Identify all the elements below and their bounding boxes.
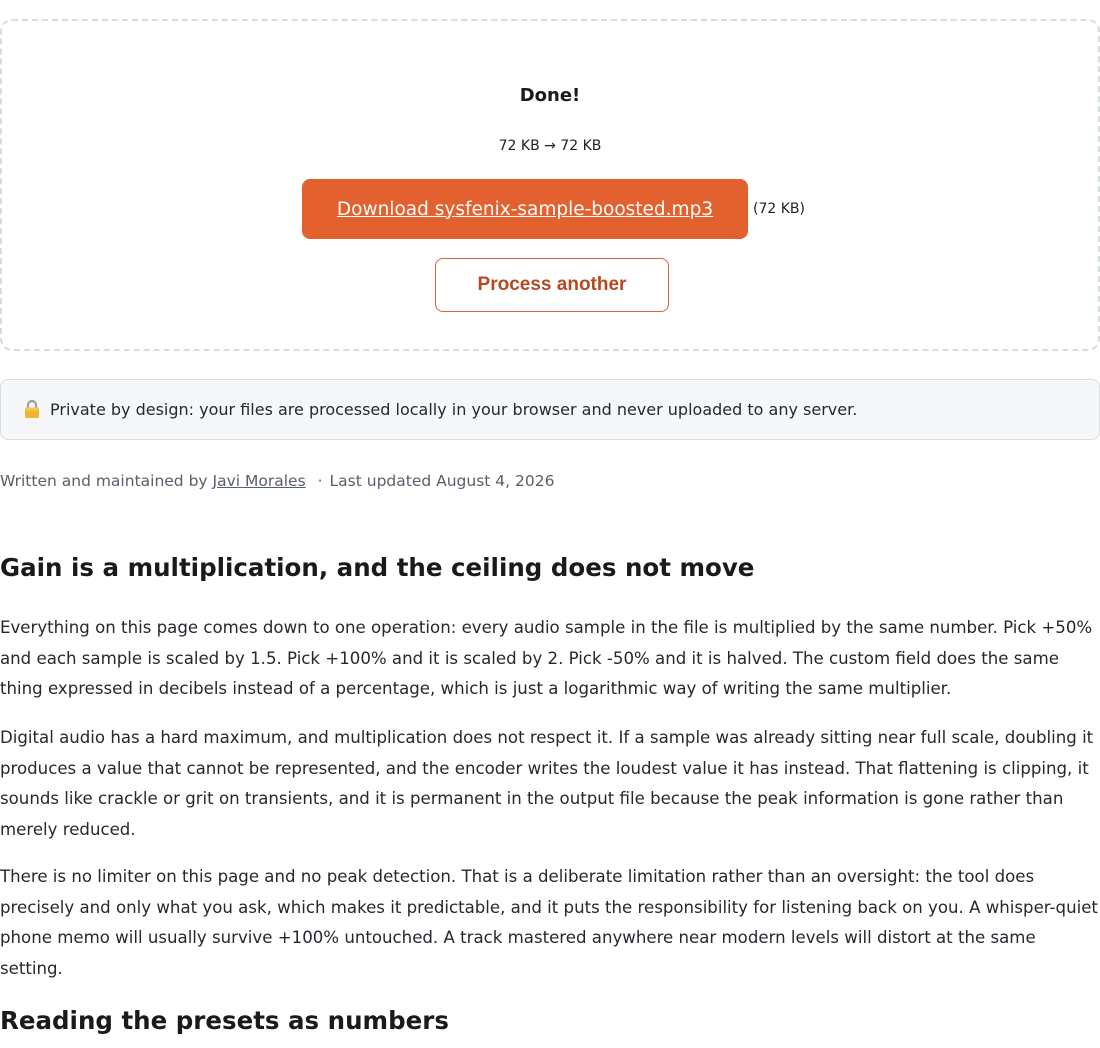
process-another-button[interactable]: Process another (435, 258, 669, 312)
paragraph: There is no limiter on this page and no peak detection. That is a deliberate limitation rather than an oversight: the tool does precisely and only what you ask, which makes it predictable, and it puts the responsibility for listening back on you. A whisper-quiet phone memo will usually survive +100% untouched. A track mastered anywhere near modern levels will distort at the same setting. (0, 867, 1098, 978)
author-link[interactable]: Javi Morales (212, 472, 306, 490)
section-heading-gain: Gain is a multiplication, and the ceiling does not move (0, 553, 755, 582)
last-updated: Last updated August 4, 2026 (329, 472, 555, 490)
lock-icon (23, 399, 41, 419)
paragraph: Everything on this page comes down to one operation: every audio sample in the file is multiplied by the same number. Pick +50% and each sample is scaled by 1.5. Pick +100% and it is scaled by 2. Pick -50% and it is halved. The custom field does the same thing expressed in decibels instead of a percentage, which is just a logarithmic way of writing the same multiplier. (0, 618, 1093, 698)
byline-separator: · (317, 472, 323, 490)
byline-prefix: Written and maintained by (0, 472, 208, 490)
done-title: Done! (519, 85, 581, 106)
paragraph: Digital audio has a hard maximum, and multiplication does not respect it. If a sample was already sitting near full scale, doubling it produces a value that cannot be represented, and the encoder writes the loudest value it has instead. That flattening is clipping, it sounds like crackle or grit on transients, and it is permanent in the output file because the peak information is gone rather than merely reduced. (0, 728, 1094, 839)
section-heading-presets: Reading the presets as numbers (0, 1006, 449, 1035)
download-size: (72 KB) (753, 201, 805, 217)
privacy-text: Private by design: your files are processed locally in your browser and never uploaded to any server. (50, 400, 858, 419)
download-row (302, 179, 805, 239)
download-button[interactable]: Download sysfenix-sample-boosted.mp3 (302, 179, 748, 239)
result-card (0, 19, 1100, 351)
byline (0, 472, 554, 490)
size-change-text: 72 KB → 72 KB (498, 138, 602, 154)
privacy-notice (0, 379, 1100, 440)
